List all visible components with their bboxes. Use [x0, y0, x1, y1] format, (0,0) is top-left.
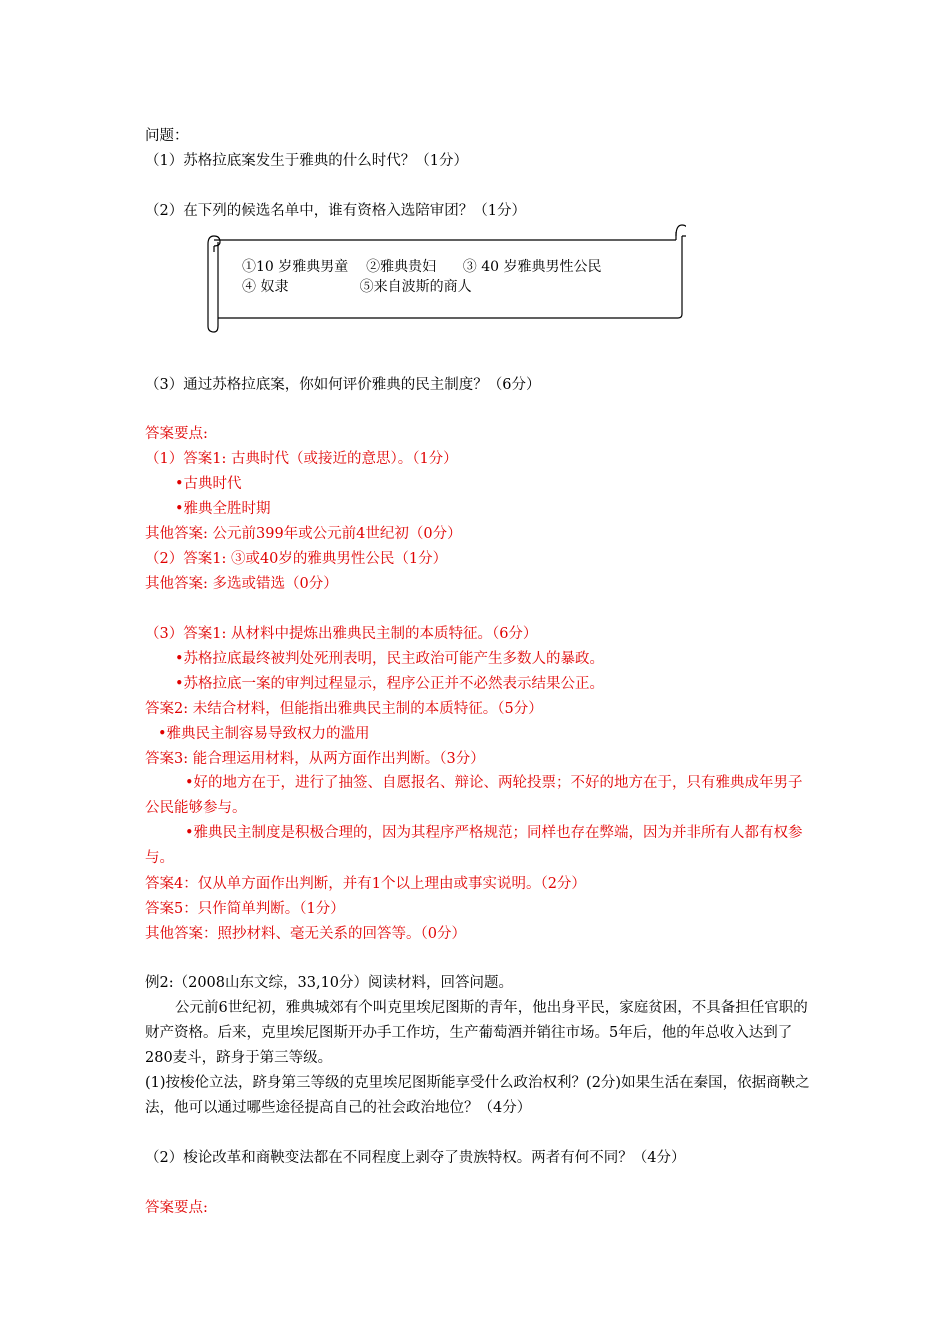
answer-3-bullet-1: •苏格拉底最终被判处死刑表明，民主政治可能产生多数人的暴政。 [175, 651, 605, 667]
answer-1-bullet-2: •雅典全胜时期 [175, 501, 271, 517]
answer-3-option-2: 答案2: 未结合材料，但能指出雅典民主制的本质特征。（5分） [145, 701, 543, 717]
example-2-passage: 公元前6世纪初，雅典城郊有个叫克里埃尼图斯的青年，他出身平民，家庭贫困，不具备担任官职的财产资格。后来，克里埃尼图斯开办手工作坊，生产葡萄酒并销往市场。5年后，他的年总收入达到了280麦斗，跻身于第三等级。 [145, 1000, 808, 1066]
answer-3-option-3: 答案3: 能合理运用材料，从两方面作出判断。（3分） [145, 751, 485, 767]
question-2: （2）在下列的候选名单中，谁有资格入选陪审团？（1分） [145, 203, 526, 219]
answer-3-bullet-2: •苏格拉底一案的审判过程显示，程序公正并不必然表示结果公正。 [175, 676, 605, 692]
question-3: （3）通过苏格拉底案，你如何评价雅典的民主制度？（6分） [145, 377, 541, 393]
candidates-line-2: ④ 奴隶 ⑤来自波斯的商人 [242, 279, 472, 295]
candidates-line-1: ①10 岁雅典男童 ②雅典贵妇 ③ 40 岁雅典男性公民 [242, 259, 602, 275]
answer-3-option-4: 答案4：仅从单方面作出判断，并有1个以上理由或事实说明。（2分） [145, 876, 586, 892]
example-2-question-2: （2）梭论改革和商鞅变法都在不同程度上剥夺了贵族特权。两者有何不同？（4分） [145, 1150, 686, 1166]
answer-1-bullet-1: •古典时代 [175, 476, 242, 492]
example-2-answer-heading: 答案要点: [145, 1200, 208, 1216]
answer-3-option-2-bullet: •雅典民主制容易导致权力的滥用 [158, 726, 370, 742]
answer-3-other: 其他答案：照抄材料、毫无关系的回答等。（0分） [145, 926, 466, 942]
answer-1: （1）答案1: 古典时代（或接近的意思）。（1分） [145, 451, 458, 467]
answer-2: （2）答案1: ③或40岁的雅典男性公民（1分） [145, 551, 448, 567]
answer-1-other: 其他答案: 公元前399年或公元前4世纪初（0分） [145, 526, 462, 542]
example-2-title: 例2:（2008山东文综，33,10分）阅读材料，回答问题。 [145, 975, 514, 991]
example-2-question-1: (1)按梭伦立法，跻身第三等级的克里埃尼图斯能享受什么政治权利？(2分)如果生活在秦国，依据商鞅之法，他可以通过哪些途径提高自己的社会政治地位？（4分） [145, 1075, 810, 1116]
question-heading: 问题： [145, 128, 189, 144]
answer-3-option-3-bullet-1: •好的地方在于，进行了抽签、自愿报名、辩论、两轮投票；不好的地方在于，只有雅典成年男子公民能够参与。 [145, 775, 803, 816]
candidate-scroll-box [200, 222, 686, 334]
answer-3: （3）答案1: 从材料中提炼出雅典民主制的本质特征。（6分） [145, 626, 538, 642]
question-1: （1）苏格拉底案发生于雅典的什么时代？（1分） [145, 153, 468, 169]
answer-3-option-3-bullet-2: •雅典民主制度是积极合理的，因为其程序严格规范；同样也存在弊端，因为并非所有人都有权参与。 [145, 825, 803, 866]
answer-3-option-5: 答案5：只作简单判断。（1分） [145, 901, 345, 917]
answer-2-other: 其他答案: 多选或错选（0分） [145, 576, 338, 592]
answer-heading: 答案要点: [145, 426, 208, 442]
